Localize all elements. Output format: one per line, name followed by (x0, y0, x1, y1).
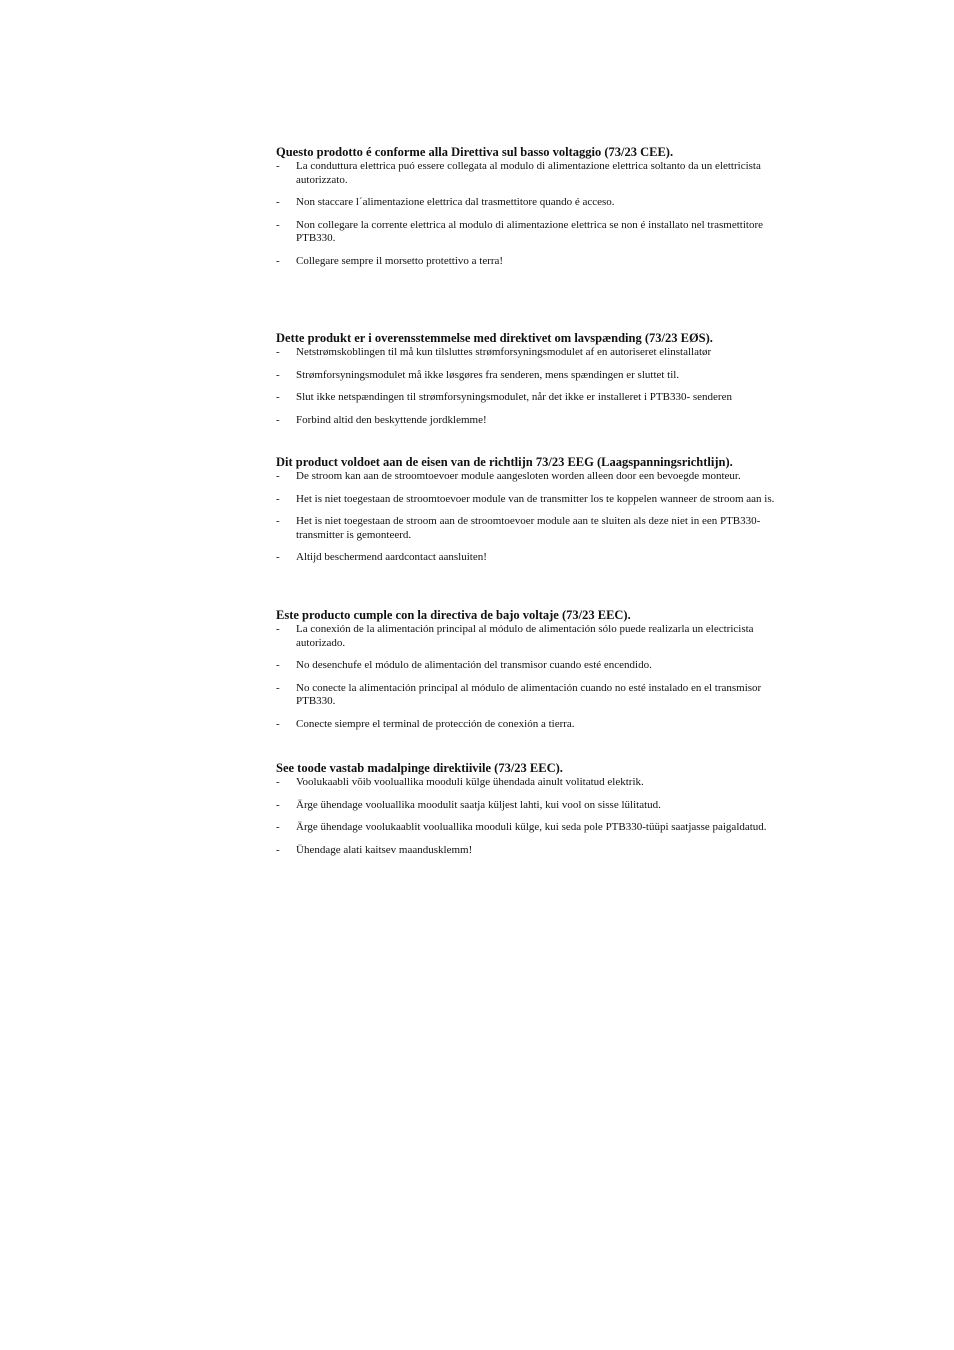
bullet-dash: - (276, 515, 280, 527)
bullet-dash: - (276, 492, 280, 505)
list-item (276, 470, 816, 484)
item-text: Slut ikke netspændingen til strømforsyningsmodulet, når det ikke er installeret i PTB330- senderen (296, 391, 732, 403)
item-list (276, 160, 816, 268)
list-item (276, 391, 816, 405)
bullet-dash: - (276, 843, 280, 856)
item-text: Voolukaabli võib vooluallika mooduli külge ühendada ainult volitatud elektrik. (296, 776, 644, 788)
item-list (276, 346, 816, 427)
item-text: Ärge ühendage voolukaablit vooluallika mooduli külge, kui seda pole PTB330-tüüpi saatjasse paigaldatud. (296, 821, 767, 833)
bullet-dash: - (276, 346, 280, 358)
list-item (276, 493, 816, 507)
item-text: Netstrømskoblingen til må kun tilsluttes strømforsyningsmodulet af en autoriseret elinstallatør (296, 346, 712, 358)
list-item (276, 551, 816, 565)
list-item (276, 369, 816, 383)
bullet-dash: - (276, 413, 280, 426)
section-heading: Questo prodotto é conforme alla Direttiva sul basso voltaggio (73/23 CEE). (276, 145, 674, 159)
bullet-dash: - (276, 254, 280, 267)
section-italian (276, 144, 816, 268)
item-text: Ärge ühendage vooluallika moodulit saatja küljest lahti, kui vool on sisse lülitatud. (296, 798, 661, 811)
list-item (276, 219, 776, 246)
item-text: No desenchufe el módulo de alimentación del transmisor cuando esté encendido. (296, 659, 652, 671)
bullet-dash: - (276, 659, 280, 671)
item-text: Het is niet toegestaan de stroom aan de stroomtoevoer module aan te sluiten als deze niet in een PTB330-transmitter is gemonteerd. (296, 515, 761, 541)
section-danish (276, 330, 816, 427)
list-item (276, 346, 816, 360)
bullet-dash: - (276, 160, 280, 172)
section-heading: Dit product voldoet aan de eisen van de richtlijn 73/23 EEG (Laagspanningsrichtlijn). (276, 455, 733, 469)
bullet-dash: - (276, 798, 280, 811)
item-list (276, 470, 816, 565)
list-item (276, 623, 776, 650)
section-heading: Este producto cumple con la directiva de bajo voltaje (73/23 EEC). (276, 608, 631, 622)
list-item (276, 515, 786, 542)
list-item (276, 160, 776, 187)
bullet-dash: - (276, 196, 280, 208)
item-text: Non staccare l´alimentazione elettrica dal trasmettitore quando é acceso. (296, 196, 615, 208)
list-item (276, 414, 816, 428)
item-list (276, 623, 816, 731)
bullet-dash: - (276, 821, 280, 833)
bullet-dash: - (276, 623, 280, 635)
list-item (276, 821, 796, 835)
item-text: La conduttura elettrica puó essere collegata al modulo di alimentazione elettrica soltanto da un elettricista autorizzato. (296, 160, 761, 186)
bullet-dash: - (276, 681, 280, 694)
item-text: Ühendage alati kaitsev maandusklemm! (296, 843, 473, 856)
section-heading: Dette produkt er i overensstemmelse med direktivet om lavspænding (73/23 EØS). (276, 331, 713, 345)
bullet-dash: - (276, 717, 280, 730)
item-text: Het is niet toegestaan de stroomtoevoer module van de transmitter los te koppelen wanneer de stroom aan is. (296, 492, 775, 505)
item-text: Non collegare la corrente elettrica al modulo di alimentazione elettrica se non é installato nel trasmettitore PTB330. (296, 218, 764, 244)
list-item (276, 196, 816, 210)
item-text: Collegare sempre il morsetto protettivo a terra! (296, 254, 504, 267)
section-estonian (276, 760, 816, 857)
list-item (276, 776, 816, 790)
item-list (276, 776, 816, 857)
item-text: Conecte siempre el terminal de protección de conexión a tierra. (296, 717, 575, 730)
list-item (276, 844, 816, 858)
section-heading: See toode vastab madalpinge direktiivile (73/23 EEC). (276, 761, 563, 775)
item-text: No conecte la alimentación principal al módulo de alimentación cuando no esté instalado en el transmisor PTB330. (296, 681, 762, 707)
bullet-dash: - (276, 470, 280, 482)
item-text: Strømforsyningsmodulet må ikke løsgøres fra senderen, mens spændingen er sluttet til. (296, 368, 680, 381)
list-item (276, 659, 816, 673)
bullet-dash: - (276, 776, 280, 788)
list-item (276, 255, 816, 269)
item-text: De stroom kan aan de stroomtoevoer module aangesloten worden alleen door een bevoegde monteur. (296, 470, 741, 482)
list-item (276, 682, 786, 709)
bullet-dash: - (276, 551, 280, 563)
bullet-dash: - (276, 391, 280, 403)
section-spanish (276, 607, 816, 731)
bullet-dash: - (276, 368, 280, 381)
item-text: Altijd beschermend aardcontact aansluiten! (296, 551, 487, 563)
item-text: Forbind altid den beskyttende jordklemme! (296, 413, 487, 426)
list-item (276, 799, 816, 813)
list-item (276, 718, 816, 732)
section-dutch (276, 454, 816, 565)
bullet-dash: - (276, 218, 280, 231)
item-text: La conexión de la alimentación principal al módulo de alimentación sólo puede realizarla un electricista autorizado. (296, 623, 754, 649)
